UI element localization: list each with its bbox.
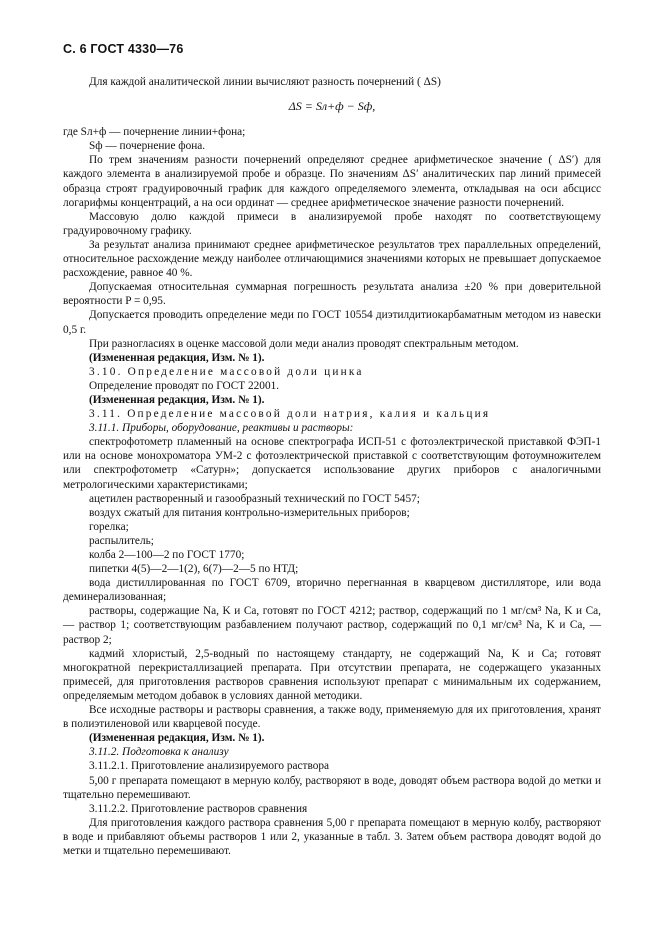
paragraph: 5,00 г препарата помещают в мерную колбу, растворяют в воде, доводят объем раствора водой до метки и тщательно перемешивают.	[63, 774, 601, 801]
paragraph: 3.11.2.1. Приготовление анализируемого раствора	[89, 760, 330, 773]
paragraph: Массовую долю каждой примеси в анализируемой пробе находят по соответствующему градуировочному графику.	[63, 210, 601, 237]
paragraph: (Измененная редакция, Изм. № 1).	[89, 393, 265, 406]
paragraph: (Измененная редакция, Изм. № 1).	[89, 351, 265, 364]
paragraph: колба 2—100—2 по ГОСТ 1770;	[89, 549, 245, 561]
paragraph: Для приготовления каждого раствора сравнения 5,00 г препарата помещают в мерную колбу, растворяют в воде и прибавляют объемы растворов 1 или 2, указанные в табл. 3. Затем объем раствора доводят водой до метки и тщательно перемешивают.	[63, 816, 601, 857]
paragraph: (Измененная редакция, Изм. № 1).	[89, 732, 265, 745]
paragraph: распылитель;	[89, 534, 154, 547]
paragraph: 3.11.2. Подготовка к анализу	[89, 746, 229, 759]
paragraph: кадмий хлористый, 2,5-водный по настоящему стандарту, не содержащий Na, K и Ca; готовят многократной перекристаллизацией препарата. При отсутствии препарата, не содержащего указанных примесей, для приготовления растворов сравнения используют препарат с минимальным их содержанием, определяемым методом добавок в условиях данной методики.	[63, 647, 601, 702]
paragraph: Для каждой аналитической линии вычисляют разность почернений ( ΔS)	[89, 76, 441, 88]
paragraph: При разногласиях в оценке массовой доли меди анализ проводят спектральным методом.	[89, 337, 519, 350]
page-header: С. 6 ГОСТ 4330—76	[63, 42, 184, 56]
document-body	[63, 75, 601, 858]
paragraph: горелка;	[89, 520, 129, 533]
paragraph: где Sл+ф — почернение линии+фона;	[63, 126, 246, 139]
paragraph: пипетки 4(5)—2—1(2), 6(7)—2—5 по НТД;	[89, 563, 299, 576]
paragraph: 3.11.1. Приборы, оборудование, реактивы и растворы:	[89, 422, 354, 435]
paragraph: ацетилен растворенный и газообразный технический по ГОСТ 5457;	[89, 492, 420, 505]
paragraph: Допускаемая относительная суммарная погрешность результата анализа ±20 % при доверительной вероятности P = 0,95.	[63, 281, 601, 308]
paragraph: растворы, содержащие Na, K и Ca, готовят по ГОСТ 4212; раствор, содержащий по 1 мг/см³ Na, K и Ca, — раствор 1; соответствующим разбавлением получают раствор, содержащий по 0,1 мг/см³ Na, K и Ca, — раствор 2;	[63, 605, 601, 646]
paragraph: Все исходные растворы и растворы сравнения, а также воду, применяемую для их приготовления, хранят в полиэтиленовой или кварцевой посуде.	[63, 704, 601, 731]
paragraph: воздух сжатый для питания контрольно-измерительных приборов;	[89, 506, 410, 519]
paragraph: Допускается проводить определение меди по ГОСТ 10554 диэтилдитиокарбаматным методом из навески 0,5 г.	[63, 309, 601, 336]
paragraph: За результат анализа принимают среднее арифметическое результатов трех параллельных определений, относительное расхождение между наиболее отличающимися значениями которых не превышает допускаемое расхождение, равное 40 %.	[63, 238, 601, 280]
paragraph: вода дистиллированная по ГОСТ 6709, вторично перегнанная в кварцевом дистилляторе, или вода деминерализованная;	[63, 577, 601, 604]
paragraph: 3.11. Определение массовой доли натрия, калия и кальция	[89, 408, 491, 421]
paragraph: ΔS = Sл+ф − Sф,	[288, 99, 376, 114]
paragraph: По трем значениям разности почернений определяют среднее арифметическое значение ( ΔS′) для каждого элемента в анализируемой пробе и образце. По значениям ΔS′ аналитических пар линий примесей образца строят градуировочный график для каждого определяемого элемента, откладывая на оси абсцисс логарифмы концентраций, а на оси ординат — среднее арифметическое значение разности почернений.	[63, 154, 601, 209]
paragraph: спектрофотометр пламенный на основе спектрографа ИСП-51 с фотоэлектрической приставкой ФЭП-1 или на основе монохроматора УМ-2 с фотоэлектрической приставкой с соответствующим фотоумножителем или спектрофотометр «Сатурн»; допускается использование других приборов с аналогичными метрологическими характеристиками;	[63, 436, 601, 491]
paragraph: 3.11.2.2. Приготовление растворов сравнения	[89, 802, 308, 815]
paragraph: Sф — почернение фона.	[89, 140, 206, 153]
paragraph: Определение проводят по ГОСТ 22001.	[89, 379, 280, 392]
paragraph: 3.10. Определение массовой доли цинка	[89, 365, 364, 378]
